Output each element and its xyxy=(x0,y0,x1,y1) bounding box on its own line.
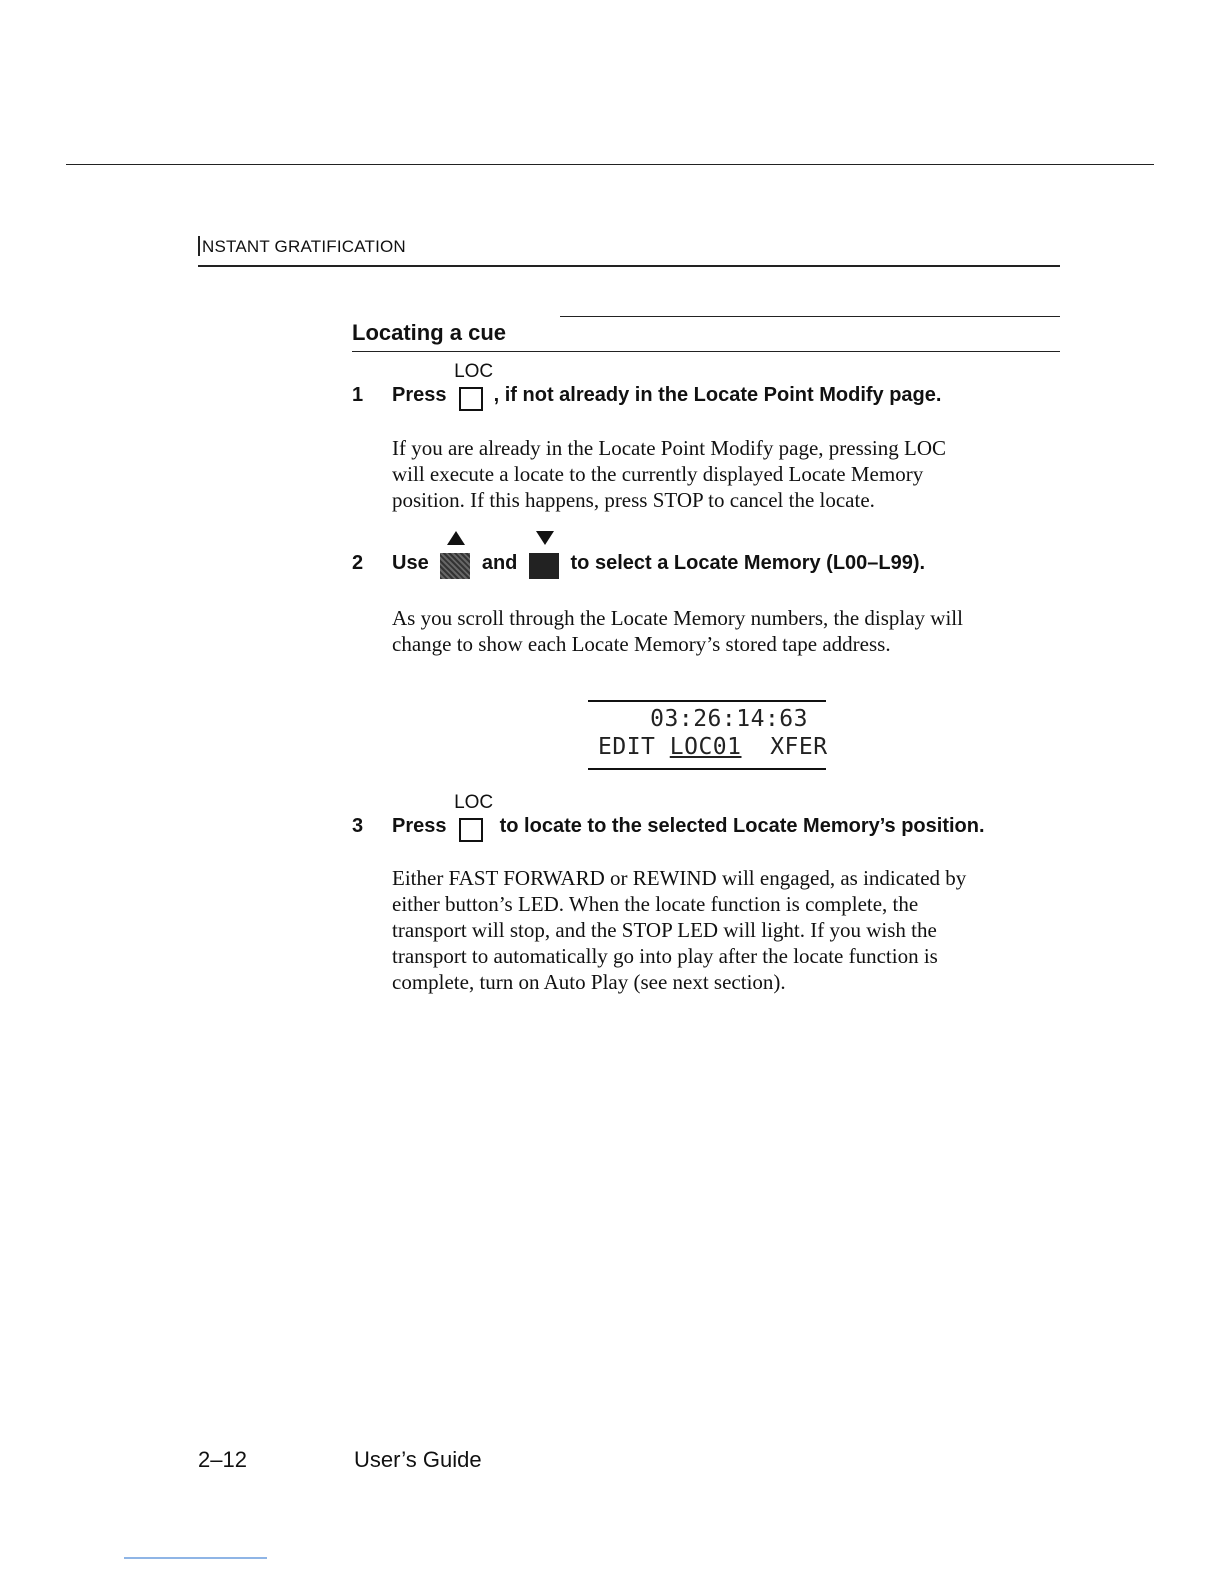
step-3-text: to locate to the selected Locate Memory’s position. xyxy=(499,815,985,837)
lcd-xfer: XFER xyxy=(770,734,828,760)
section-title: Locating a cue xyxy=(352,320,507,345)
up-key-pad xyxy=(440,553,470,579)
step-1-number: 1 xyxy=(352,384,364,406)
down-arrow-key-icon xyxy=(536,531,554,545)
header-rule xyxy=(198,265,1060,267)
up-key xyxy=(438,553,472,579)
lcd-edit: EDIT xyxy=(598,734,656,760)
body-line: either button’s LED. When the locate function is complete, the xyxy=(392,892,919,916)
square-key-icon xyxy=(459,387,483,411)
book-title: User’s Guide xyxy=(354,1447,482,1472)
lcd-timecode: 03:26:14:63 xyxy=(650,706,808,732)
step-3-body xyxy=(392,865,966,995)
loc-key xyxy=(454,361,494,411)
square-key-icon xyxy=(459,818,483,842)
top-page-rule xyxy=(66,164,1154,165)
step-2-body xyxy=(392,605,963,657)
loc-key xyxy=(454,792,494,842)
loc-key-label: LOC xyxy=(454,792,494,813)
step-2-lead: Use xyxy=(392,552,429,574)
page-number: 2–12 xyxy=(198,1447,247,1472)
step-2-instruction xyxy=(392,552,925,579)
body-line: If you are already in the Locate Point Modify page, pressing LOC xyxy=(392,436,947,460)
section-top-rule xyxy=(560,316,1060,317)
header-bar-mark xyxy=(198,236,200,256)
step-2-join: and xyxy=(481,552,518,574)
step-1-instruction xyxy=(392,361,942,411)
step-2-number: 2 xyxy=(352,552,364,574)
body-line: change to show each Locate Memory’s stored tape address. xyxy=(392,632,891,656)
body-line: transport will stop, and the STOP LED will light. If you wish the xyxy=(392,918,937,942)
lcd-display xyxy=(588,700,826,770)
down-key-pad xyxy=(529,553,559,579)
step-1-text: , if not already in the Locate Point Modify page. xyxy=(493,384,942,406)
running-title: NSTANT GRATIFICATION xyxy=(202,237,406,256)
body-line: position. If this happens, press STOP to cancel the locate. xyxy=(392,488,875,512)
loc-key-label: LOC xyxy=(454,361,494,382)
lcd-menu-line xyxy=(598,734,828,760)
step-3-lead: Press xyxy=(392,815,447,837)
up-arrow-key-icon xyxy=(447,531,465,545)
running-header xyxy=(198,236,406,257)
down-key xyxy=(527,553,561,579)
lcd-locate-memory: LOC01 xyxy=(669,734,742,760)
body-line: complete, turn on Auto Play (see next section). xyxy=(392,970,786,994)
body-line: transport to automatically go into play after the locate function is xyxy=(392,944,938,968)
body-line: As you scroll through the Locate Memory numbers, the display will xyxy=(392,606,963,630)
section-bottom-rule xyxy=(352,351,1060,352)
body-line: will execute a locate to the currently displayed Locate Memory xyxy=(392,462,924,486)
scan-edge-line xyxy=(124,1557,267,1559)
step-3-instruction xyxy=(392,792,985,842)
step-3-number: 3 xyxy=(352,815,364,837)
step-1-lead: Press xyxy=(392,384,447,406)
step-2-text: to select a Locate Memory (L00–L99). xyxy=(570,552,926,574)
step-1-body xyxy=(392,435,946,513)
body-line: Either FAST FORWARD or REWIND will engaged, as indicated by xyxy=(392,866,967,890)
